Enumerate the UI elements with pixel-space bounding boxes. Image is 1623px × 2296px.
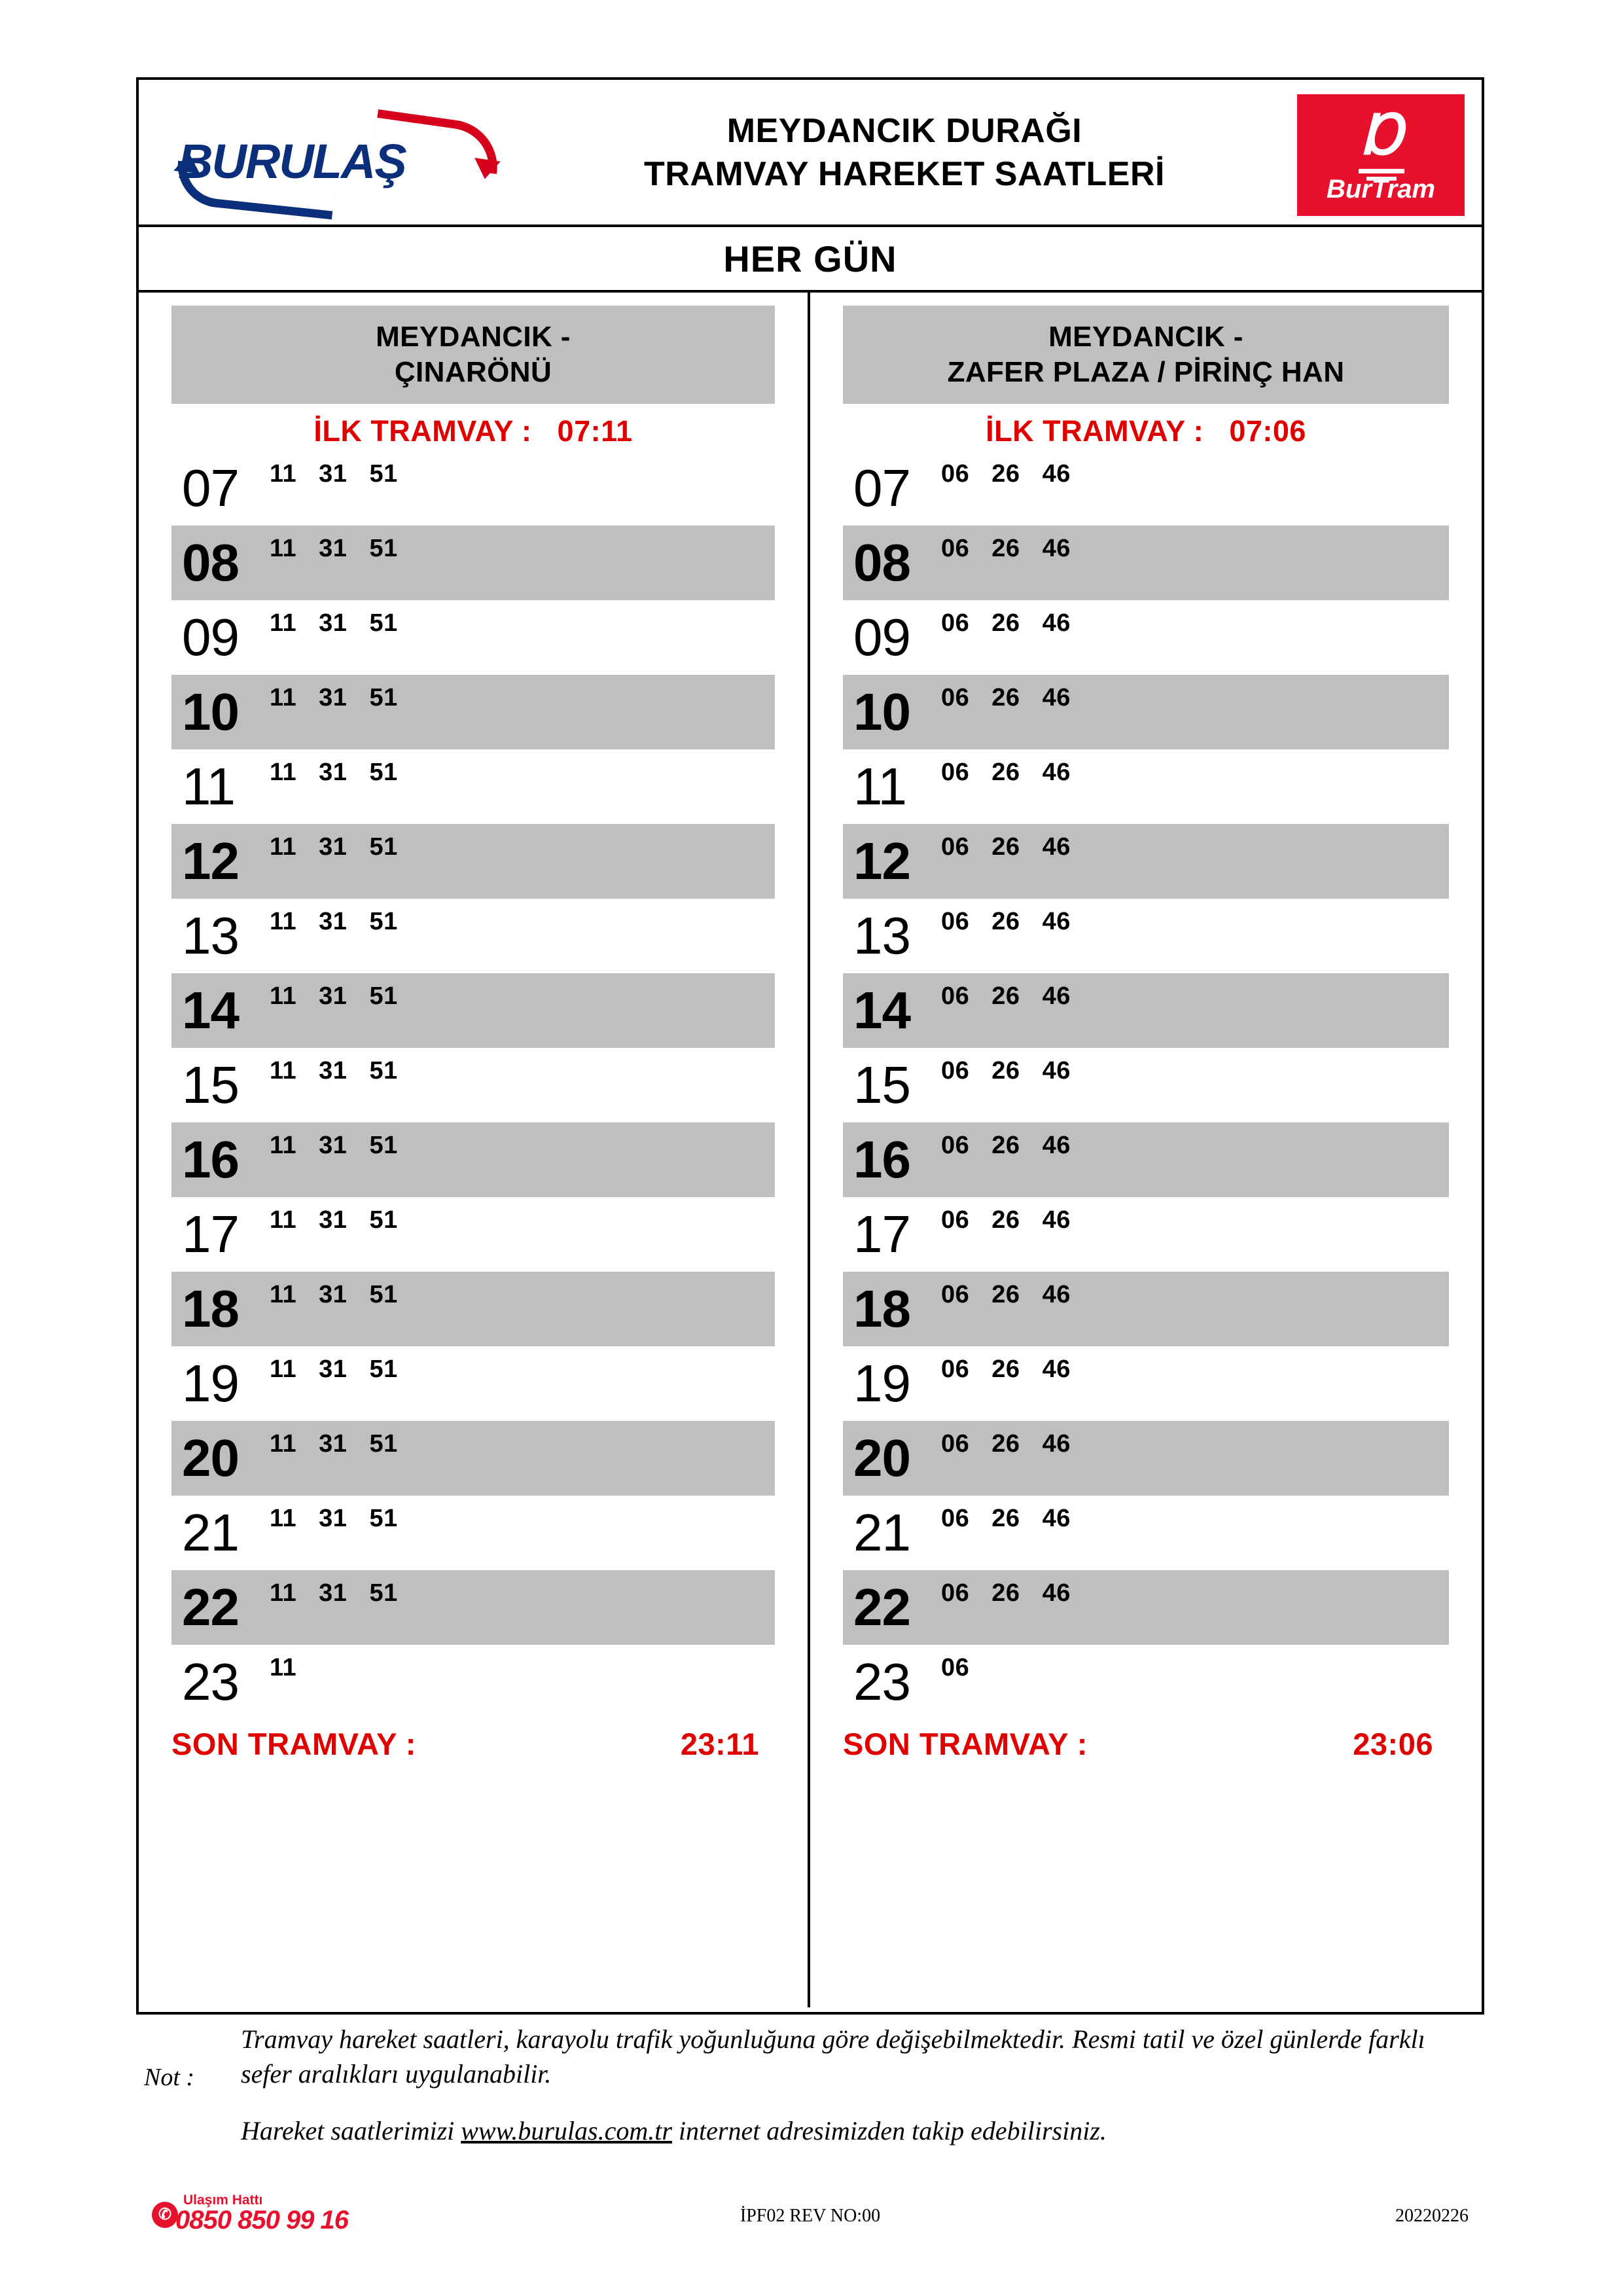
- minute-value: 11: [270, 1281, 297, 1308]
- table-row: [171, 1645, 775, 1719]
- minute-value: 46: [1042, 1579, 1071, 1607]
- minutes-cell: [941, 1132, 1093, 1160]
- minute-value: 31: [319, 833, 348, 861]
- table-row: [843, 1346, 1449, 1421]
- minute-value: 31: [319, 1505, 348, 1532]
- minute-value: 26: [991, 982, 1020, 1010]
- hour-cell: 20: [182, 1429, 239, 1487]
- hour-cell: 08: [853, 533, 910, 592]
- minute-value: 11: [270, 1132, 297, 1159]
- last-tram-right: [843, 1726, 1449, 1762]
- minute-value: 31: [319, 1206, 348, 1234]
- hour-rows-left: [171, 451, 775, 1719]
- hour-cell: 18: [853, 1280, 910, 1338]
- note-paragraph-2-after: internet adresimizden takip edebilirsiniz.: [678, 2115, 1107, 2145]
- minutes-cell: [941, 609, 1093, 637]
- column-header-left-line2: ÇINARÖNÜ: [394, 356, 552, 388]
- minute-value: 51: [369, 759, 398, 786]
- minutes-cell: [270, 1654, 319, 1682]
- hour-cell: 19: [182, 1354, 239, 1412]
- column-header-right-line1: MEYDANCIK -: [1048, 321, 1243, 353]
- minute-value: 06: [941, 1654, 970, 1681]
- minute-value: 06: [941, 1430, 970, 1458]
- burtram-bar-icon: [1359, 169, 1404, 173]
- minute-value: 11: [270, 684, 297, 711]
- minutes-cell: [941, 1355, 1093, 1384]
- day-band: [139, 227, 1482, 293]
- header: [139, 80, 1482, 227]
- table-row: [843, 675, 1449, 749]
- table-row: [171, 451, 775, 526]
- column-meydancik-cinaronu: [139, 293, 810, 2007]
- minute-value: 11: [270, 609, 297, 637]
- minute-value: 51: [369, 684, 398, 711]
- minute-value: 46: [1042, 982, 1071, 1010]
- hour-cell: 14: [853, 981, 910, 1039]
- minutes-cell: [270, 535, 420, 563]
- minute-value: 46: [1042, 535, 1071, 562]
- minute-value: 06: [941, 908, 970, 935]
- hour-cell: 14: [182, 981, 239, 1039]
- minute-value: 11: [270, 982, 297, 1010]
- minutes-cell: [270, 1430, 420, 1458]
- table-row: [171, 1496, 775, 1570]
- hour-cell: 13: [182, 906, 239, 965]
- column-header-right-line2: ZAFER PLAZA / PİRİNÇ HAN: [947, 356, 1345, 388]
- minutes-cell: [941, 1505, 1093, 1533]
- minute-value: 26: [991, 609, 1020, 637]
- hour-cell: 22: [182, 1578, 239, 1636]
- table-row: [171, 749, 775, 824]
- table-row: [843, 600, 1449, 675]
- minute-value: 06: [941, 1281, 970, 1308]
- hour-cell: 07: [182, 459, 239, 517]
- first-tram-right-value: 07:06: [1229, 414, 1306, 448]
- minute-value: 51: [369, 833, 398, 861]
- hour-cell: 13: [853, 906, 910, 965]
- table-row: [171, 1122, 775, 1197]
- minutes-cell: [270, 1281, 420, 1309]
- minute-value: 11: [270, 833, 297, 861]
- burtram-glyph-icon: Ɒ: [1361, 104, 1400, 166]
- note-label: Not :: [144, 2064, 195, 2091]
- minute-value: 31: [319, 609, 348, 637]
- page-title: [531, 110, 1277, 196]
- revision-code: İPF02 REV NO:00: [740, 2206, 881, 2226]
- minute-value: 31: [319, 1281, 348, 1308]
- table-row: [843, 1570, 1449, 1645]
- minute-value: 06: [941, 1355, 970, 1383]
- hour-cell: 21: [853, 1503, 910, 1562]
- burulas-logo-text: BURULAŞ: [178, 134, 406, 188]
- phone-icon: ✆: [152, 2202, 178, 2228]
- table-row: [843, 1122, 1449, 1197]
- minute-value: 31: [319, 982, 348, 1010]
- timetable-columns: [139, 293, 1482, 2007]
- minute-value: 51: [369, 1579, 398, 1607]
- minute-value: 46: [1042, 1132, 1071, 1159]
- minutes-cell: [270, 908, 420, 936]
- minutes-cell: [270, 1057, 420, 1085]
- minute-value: 06: [941, 1132, 970, 1159]
- day-band-label: HER GÜN: [723, 238, 897, 279]
- minute-value: 51: [369, 1281, 398, 1308]
- minute-value: 51: [369, 460, 398, 488]
- minute-value: 26: [991, 684, 1020, 711]
- minute-value: 26: [991, 833, 1020, 861]
- minute-value: 26: [991, 1281, 1020, 1308]
- hour-cell: 20: [853, 1429, 910, 1487]
- table-row: [171, 1421, 775, 1496]
- burtram-logo: [1297, 94, 1465, 216]
- minute-value: 26: [991, 535, 1020, 562]
- minute-value: 31: [319, 1579, 348, 1607]
- minute-value: 46: [1042, 1355, 1071, 1383]
- minute-value: 06: [941, 609, 970, 637]
- hour-cell: 16: [182, 1130, 239, 1189]
- minute-value: 06: [941, 1057, 970, 1085]
- last-tram-left-value: 23:11: [680, 1727, 759, 1761]
- hour-rows-right: [843, 451, 1449, 1719]
- minute-value: 31: [319, 908, 348, 935]
- table-row: [843, 824, 1449, 899]
- minutes-cell: [941, 833, 1093, 861]
- first-tram-left: [154, 414, 792, 448]
- table-row: [843, 526, 1449, 600]
- table-row: [171, 526, 775, 600]
- footer: [136, 2186, 1484, 2245]
- hour-cell: 10: [853, 683, 910, 741]
- minute-value: 51: [369, 1206, 398, 1234]
- table-row: [843, 749, 1449, 824]
- support-phone-number: 0850 850 99 16: [175, 2206, 349, 2234]
- note-block: [136, 2022, 1484, 2155]
- minutes-cell: [270, 1505, 420, 1533]
- hour-cell: 11: [182, 757, 236, 816]
- note-paragraph-2: [241, 2114, 1465, 2149]
- minutes-cell: [941, 982, 1093, 1011]
- minute-value: 11: [270, 1654, 297, 1681]
- support-phone-label: Ulaşım Hattı: [183, 2193, 263, 2208]
- minute-value: 46: [1042, 684, 1071, 711]
- minute-value: 06: [941, 1505, 970, 1532]
- minute-value: 51: [369, 1430, 398, 1458]
- date-code: 20220226: [1395, 2206, 1469, 2226]
- minutes-cell: [270, 982, 420, 1011]
- hour-cell: 17: [182, 1205, 239, 1263]
- minutes-cell: [941, 908, 1093, 936]
- minutes-cell: [941, 1430, 1093, 1458]
- hour-cell: 21: [182, 1503, 239, 1562]
- minute-value: 06: [941, 684, 970, 711]
- minute-value: 31: [319, 1132, 348, 1159]
- table-row: [171, 1346, 775, 1421]
- minutes-cell: [270, 1206, 420, 1234]
- minute-value: 26: [991, 908, 1020, 935]
- hour-cell: 23: [182, 1653, 239, 1711]
- minute-value: 31: [319, 684, 348, 711]
- first-tram-right-label: İLK TRAMVAY :: [986, 414, 1204, 448]
- hour-cell: 22: [853, 1578, 910, 1636]
- minute-value: 46: [1042, 460, 1071, 488]
- minute-value: 31: [319, 1057, 348, 1085]
- minute-value: 31: [319, 460, 348, 488]
- table-row: [843, 451, 1449, 526]
- table-row: [843, 973, 1449, 1048]
- burulas-logo: [158, 106, 512, 204]
- minute-value: 11: [270, 1579, 297, 1607]
- minutes-cell: [941, 1057, 1093, 1085]
- minute-value: 51: [369, 982, 398, 1010]
- column-header-left: [171, 306, 775, 404]
- hour-cell: 23: [853, 1653, 910, 1711]
- minute-value: 11: [270, 1057, 297, 1085]
- hour-cell: 12: [853, 832, 910, 890]
- minute-value: 46: [1042, 908, 1071, 935]
- minute-value: 11: [270, 1505, 297, 1532]
- table-row: [171, 1197, 775, 1272]
- minutes-cell: [941, 460, 1093, 488]
- column-meydancik-zafer-plaza: [810, 293, 1482, 2007]
- minute-value: 51: [369, 1132, 398, 1159]
- minute-value: 51: [369, 908, 398, 935]
- minute-value: 11: [270, 1355, 297, 1383]
- table-row: [171, 899, 775, 973]
- column-header-right: [843, 306, 1449, 404]
- minute-value: 26: [991, 1579, 1020, 1607]
- minute-value: 06: [941, 460, 970, 488]
- minute-value: 51: [369, 535, 398, 562]
- minute-value: 31: [319, 1430, 348, 1458]
- minute-value: 46: [1042, 1505, 1071, 1532]
- minutes-cell: [941, 1654, 991, 1682]
- table-row: [843, 1272, 1449, 1346]
- first-tram-right: [826, 414, 1466, 448]
- minutes-cell: [270, 1355, 420, 1384]
- minutes-cell: [941, 1206, 1093, 1234]
- hour-cell: 09: [182, 608, 239, 666]
- minutes-cell: [270, 609, 420, 637]
- table-row: [843, 899, 1449, 973]
- minute-value: 51: [369, 1355, 398, 1383]
- minutes-cell: [941, 535, 1093, 563]
- hour-cell: 10: [182, 683, 239, 741]
- minute-value: 46: [1042, 1430, 1071, 1458]
- title-line-1: MEYDANCIK DURAĞI: [726, 112, 1082, 150]
- minutes-cell: [270, 684, 420, 712]
- minutes-cell: [941, 759, 1093, 787]
- minute-value: 51: [369, 1505, 398, 1532]
- minutes-cell: [270, 833, 420, 861]
- burtram-logo-text: BurTram: [1327, 175, 1435, 204]
- minute-value: 46: [1042, 609, 1071, 637]
- first-tram-left-value: 07:11: [557, 414, 633, 448]
- minute-value: 11: [270, 908, 297, 935]
- table-row: [843, 1496, 1449, 1570]
- note-body: [241, 2022, 1465, 2148]
- table-row: [171, 1048, 775, 1122]
- title-line-2: TRAMVAY HAREKET SAATLERİ: [644, 154, 1165, 193]
- minute-value: 26: [991, 759, 1020, 786]
- table-row: [171, 1272, 775, 1346]
- hour-cell: 18: [182, 1280, 239, 1338]
- minutes-cell: [941, 1579, 1093, 1607]
- burulas-website-link[interactable]: www.burulas.com.tr: [461, 2115, 672, 2145]
- minutes-cell: [270, 1132, 420, 1160]
- minute-value: 26: [991, 460, 1020, 488]
- minute-value: 46: [1042, 759, 1071, 786]
- hour-cell: 08: [182, 533, 239, 592]
- minute-value: 46: [1042, 1281, 1071, 1308]
- minute-value: 46: [1042, 833, 1071, 861]
- minute-value: 46: [1042, 1206, 1071, 1234]
- table-row: [171, 1570, 775, 1645]
- minutes-cell: [941, 1281, 1093, 1309]
- hour-cell: 17: [853, 1205, 910, 1263]
- minute-value: 46: [1042, 1057, 1071, 1085]
- minutes-cell: [941, 684, 1093, 712]
- minute-value: 51: [369, 609, 398, 637]
- table-row: [171, 675, 775, 749]
- hour-cell: 15: [853, 1056, 910, 1114]
- minute-value: 06: [941, 833, 970, 861]
- minute-value: 11: [270, 535, 297, 562]
- minute-value: 11: [270, 1430, 297, 1458]
- minute-value: 26: [991, 1132, 1020, 1159]
- hour-cell: 19: [853, 1354, 910, 1412]
- minute-value: 06: [941, 535, 970, 562]
- column-header-left-line1: MEYDANCIK -: [376, 321, 571, 353]
- minute-value: 31: [319, 759, 348, 786]
- table-row: [171, 824, 775, 899]
- table-row: [843, 1645, 1449, 1719]
- minute-value: 26: [991, 1057, 1020, 1085]
- minute-value: 31: [319, 535, 348, 562]
- first-tram-left-label: İLK TRAMVAY :: [313, 414, 532, 448]
- hour-cell: 07: [853, 459, 910, 517]
- minute-value: 11: [270, 460, 297, 488]
- minute-value: 11: [270, 1206, 297, 1234]
- minute-value: 51: [369, 1057, 398, 1085]
- hour-cell: 11: [853, 757, 907, 816]
- note-paragraph-1: Tramvay hareket saatleri, karayolu trafik yoğunluğuna göre değişebilmektedir. Resmi tatil ve özel günlerde farklı sefer aralıkları uygulanabilir.: [241, 2024, 1425, 2089]
- minute-value: 06: [941, 759, 970, 786]
- minute-value: 06: [941, 982, 970, 1010]
- table-row: [171, 973, 775, 1048]
- minute-value: 06: [941, 1579, 970, 1607]
- last-tram-right-label: SON TRAMVAY :: [843, 1727, 1088, 1761]
- table-row: [843, 1421, 1449, 1496]
- last-tram-left-label: SON TRAMVAY :: [171, 1727, 416, 1761]
- hour-cell: 16: [853, 1130, 910, 1189]
- minutes-cell: [270, 759, 420, 787]
- table-row: [843, 1197, 1449, 1272]
- minute-value: 11: [270, 759, 297, 786]
- note-paragraph-2-before: Hareket saatlerimizi: [241, 2115, 455, 2145]
- minute-value: 26: [991, 1505, 1020, 1532]
- minute-value: 26: [991, 1355, 1020, 1383]
- table-row: [843, 1048, 1449, 1122]
- minutes-cell: [270, 1579, 420, 1607]
- minute-value: 06: [941, 1206, 970, 1234]
- minute-value: 26: [991, 1430, 1020, 1458]
- minute-value: 26: [991, 1206, 1020, 1234]
- hour-cell: 15: [182, 1056, 239, 1114]
- table-row: [171, 600, 775, 675]
- minutes-cell: [270, 460, 420, 488]
- hour-cell: 09: [853, 608, 910, 666]
- timetable-frame: [136, 77, 1484, 2015]
- last-tram-left: [171, 1726, 775, 1762]
- last-tram-right-value: 23:06: [1353, 1727, 1433, 1761]
- hour-cell: 12: [182, 832, 239, 890]
- minute-value: 31: [319, 1355, 348, 1383]
